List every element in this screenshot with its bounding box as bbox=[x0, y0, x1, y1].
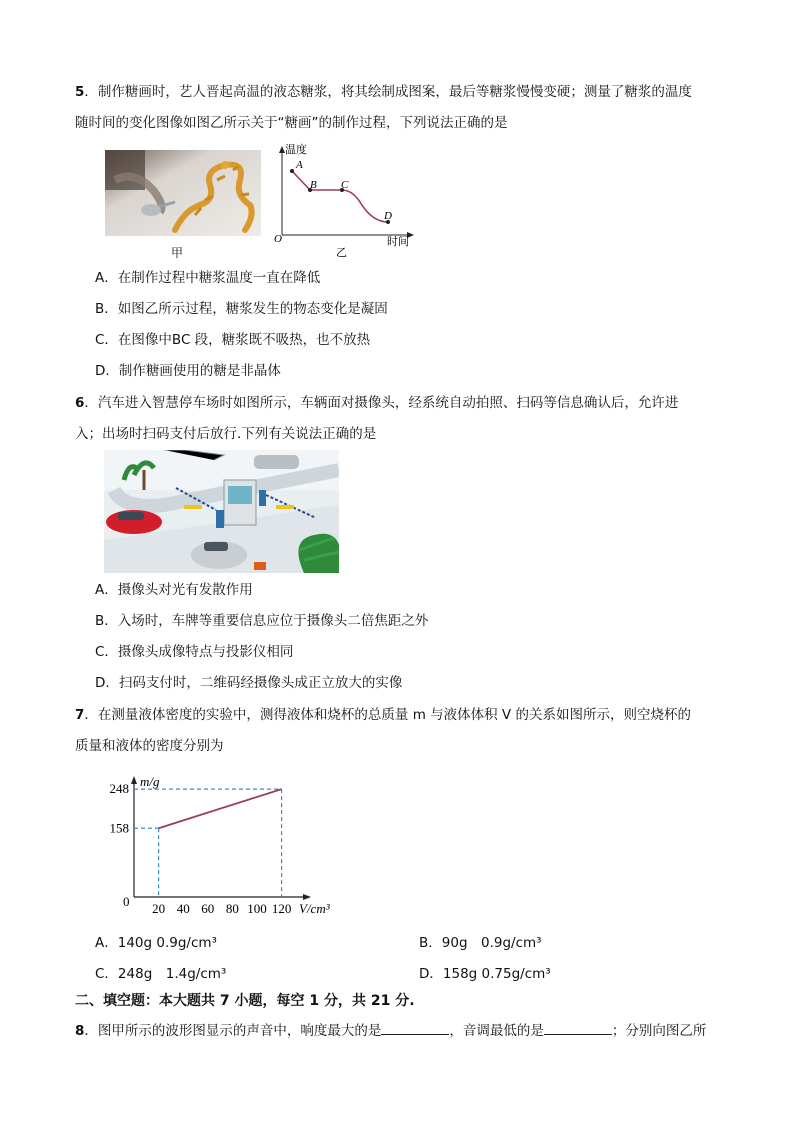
x-tick-label-20: 20 bbox=[152, 901, 166, 916]
q6-option-b: B．入场时，车牌等重要信息应位于摄像头二倍焦距之外 bbox=[95, 613, 429, 629]
q5-number: 5 bbox=[75, 84, 85, 100]
chart-xlabel: V/cm³ bbox=[299, 901, 330, 916]
chart-ylabel: m/g bbox=[140, 774, 160, 789]
q8-line1 bbox=[75, 1020, 706, 1041]
q6-line2: 入；出场时扫码支付后放行.下列有关说法正确的是 bbox=[75, 426, 377, 442]
q5-option-a: A．在制作过程中糖浆温度一直在降低 bbox=[95, 270, 321, 286]
q8-blank-1[interactable] bbox=[381, 1020, 449, 1035]
figure-yi-caption: 乙 bbox=[336, 247, 347, 259]
q7-option-a: A．140g 0.9g/cm³ bbox=[95, 935, 217, 951]
q5-option-c: C．在图像中BC 段，糖浆既不吸热，也不放热 bbox=[95, 332, 371, 348]
q8-text-b: ，音调最低的是 bbox=[449, 1023, 544, 1039]
q5-text1: ．制作糖画时，艺人晋起高温的液态糖浆，将其绘制成图案，最后等糖浆慢慢变硬；测量了糖浆的温度 bbox=[84, 84, 692, 100]
q7-line2: 质量和液体的密度分别为 bbox=[75, 738, 224, 754]
graph-label-c: C bbox=[341, 179, 349, 191]
q7-number: 7 bbox=[75, 707, 85, 723]
graph-ylabel: 温度 bbox=[285, 144, 307, 156]
sugar-painting-photo bbox=[105, 150, 261, 236]
graph-curve bbox=[292, 171, 388, 222]
q6-text1: ．汽车进入智慧停车场时如图所示，车辆面对摄像头，经系统自动拍照、扫码等信息确认后，允许进 bbox=[84, 395, 679, 411]
chart-x-arrow bbox=[303, 894, 311, 900]
q6-option-d: D．扫码支付时，二维码经摄像头成正立放大的实像 bbox=[95, 675, 403, 691]
y-tick-label-248: 248 bbox=[109, 781, 129, 797]
q5-option-d: D．制作糖画使用的糖是非晶体 bbox=[95, 363, 281, 379]
q5-line1 bbox=[75, 82, 692, 102]
figure-jia-caption: 甲 bbox=[171, 246, 184, 260]
q6-number: 6 bbox=[75, 395, 85, 411]
q7-option-b: B．90g 0.9g/cm³ bbox=[419, 935, 542, 951]
graph-point-a bbox=[290, 169, 294, 173]
q8-text-c: ；分别向图乙所 bbox=[611, 1023, 707, 1039]
chart-y-arrow bbox=[131, 776, 137, 784]
q6-option-c: C．摄像头成像特点与投影仪相同 bbox=[95, 644, 294, 660]
graph-xlabel: 时间 bbox=[387, 236, 409, 248]
q8-blank-2[interactable] bbox=[544, 1020, 612, 1035]
graph-label-d: D bbox=[384, 210, 392, 222]
series-line bbox=[159, 789, 282, 828]
q7-option-d: D．158g 0.75g/cm³ bbox=[419, 966, 551, 982]
q5-line2: 随时间的变化图像如图乙所示关于“糖画”的制作过程，下列说法正确的是 bbox=[75, 115, 508, 131]
q7-text1: ．在测量液体密度的实验中，测得液体和烧杯的总质量 m 与液体体积 V 的关系如图所示，则空烧杯的 bbox=[84, 707, 691, 723]
q6-option-a: A．摄像头对光有发散作用 bbox=[95, 582, 253, 598]
x-tick-label-80: 80 bbox=[225, 901, 239, 916]
q8-text-a: ．图甲所示的波形图显示的声音中，响度最大的是 bbox=[84, 1023, 382, 1039]
x-tick-label-120: 120 bbox=[271, 901, 292, 916]
x-tick-label-100: 100 bbox=[247, 901, 267, 916]
q6-line1 bbox=[75, 393, 678, 413]
q8-number: 8 bbox=[75, 1023, 85, 1039]
q5-option-b: B．如图乙所示过程，糖浆发生的物态变化是凝固 bbox=[95, 301, 388, 317]
graph-label-a: A bbox=[296, 159, 303, 171]
chart-origin: 0 bbox=[123, 894, 130, 909]
temperature-time-graph bbox=[268, 140, 428, 260]
q7-option-c: C．248g 1.4g/cm³ bbox=[95, 966, 227, 982]
q7-line1 bbox=[75, 705, 691, 725]
mass-volume-chart bbox=[100, 768, 360, 920]
smart-parking-illustration bbox=[104, 450, 339, 573]
x-tick-label-40: 40 bbox=[176, 901, 190, 916]
y-tick-label-158: 158 bbox=[109, 820, 129, 836]
graph-origin: O bbox=[274, 233, 282, 245]
graph-label-b: B bbox=[310, 179, 317, 191]
section-2-heading: 二、填空题：本大题共 7 小题，每空 1 分，共 21 分. bbox=[75, 993, 415, 1009]
x-tick-label-60: 60 bbox=[201, 901, 215, 916]
